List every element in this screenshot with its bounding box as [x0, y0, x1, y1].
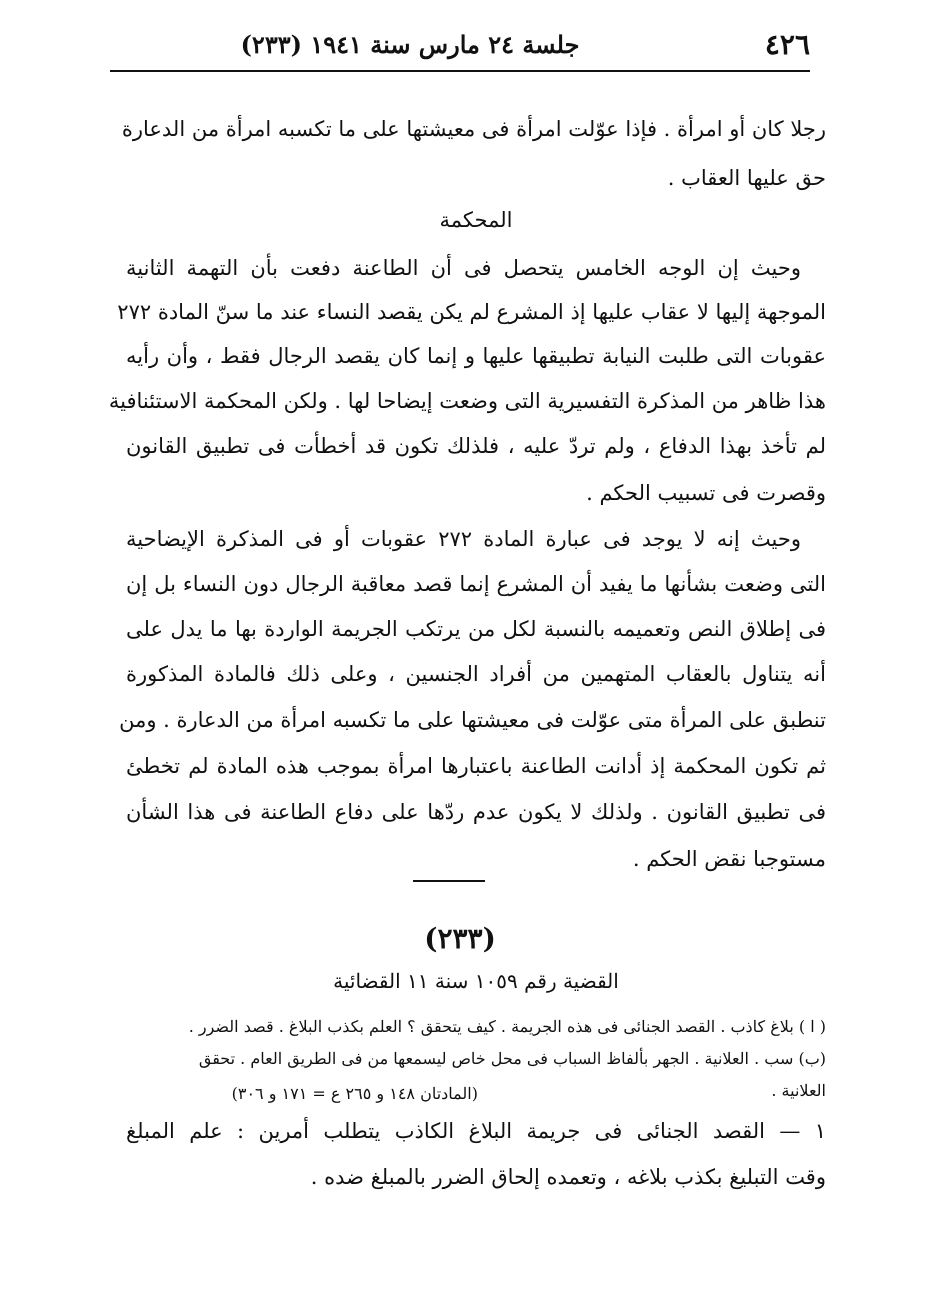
case-title: القضية رقم ١٠٥٩ سنة ١١ القضائية: [333, 969, 619, 993]
text-line: أنه يتناول بالعقاب المتهمين من أفراد الجنسين ، وعلى ذلك فالمادة المذكورة: [126, 662, 826, 686]
text-line: رجلا كان أو امرأة . فإذا عوّلت امرأة فى معيشتها على ما تكسبه امرأة من الدعارة: [121, 117, 826, 141]
text-line: فى تطبيق القانون . ولذلك لا يكون عدم ردّها على دفاع الطاعنة فى هذا الشأن: [126, 800, 826, 824]
page-number: ٤٢٦: [764, 28, 810, 61]
article-citation: (المادتان ١٤٨ و ٢٦٥ ع = ١٧١ و ٣٠٦): [231, 1084, 478, 1103]
text-line: مستوجبا نقض الحكم .: [632, 847, 826, 871]
text-line: تنطبق على المرأة متى عوّلت فى معيشتها على ما تكسبه امرأة من الدعارة . ومن: [119, 708, 826, 732]
text-line: وحيث إن الوجه الخامس يتحصل فى أن الطاعنة دفعت بأن التهمة الثانية: [126, 256, 801, 280]
summary-line: (ب) سب . العلانية . الجهر بألفاظ السباب فى محل خاص ليسمعها من فى الطريق العام . تحقق: [198, 1049, 826, 1068]
text-line: التى وضعت بشأنها ما يفيد أن المشرع إنما قصد معاقبة الرجال دون النساء بل إن: [126, 572, 826, 596]
text-line: لم تأخذ بهذا الدفاع ، ولم تردّ عليه ، فلذلك تكون قد أخطأت فى تطبيق القانون: [126, 434, 826, 458]
summary-line: العلانية .: [771, 1081, 826, 1100]
page-header: [110, 28, 810, 68]
text-line: وحيث إنه لا يوجد فى عبارة المادة ٢٧٢ عقوبات أو فى المذكرة الإيضاحية: [126, 527, 801, 551]
section-heading: المحكمة: [439, 208, 513, 232]
case-number: (٢٣٣): [424, 922, 496, 955]
text-line: ثم تكون المحكمة إذ أدانت الطاعنة باعتبارها امرأة بموجب هذه المادة لم تخطئ: [126, 754, 826, 778]
text-line: وقت التبليغ بكذب بلاغه ، وتعمده إلحاق الضرر بالمبلغ ضده .: [310, 1165, 826, 1189]
text-line: هذا ظاهر من المذكرة التفسيرية التى وضعت إيضاحا لها . ولكن المحكمة الاستئنافية: [108, 389, 826, 413]
text-line: الموجهة إليها لا عقاب عليها إذ المشرع لم يكن يقصد النساء عند ما سنّ المادة ٢٧٢: [117, 300, 826, 324]
section-divider: [413, 880, 485, 882]
text-line: عقوبات التى طلبت النيابة تطبيقها عليها و إنما كان يقصد الرجال فقط ، وأن رأيه: [126, 344, 826, 368]
header-rule: [110, 70, 810, 72]
text-line: فى إطلاق النص وتعميمه بالنسبة لكل من يرتكب الجريمة الواردة بها ما يدل على: [126, 617, 826, 641]
summary-line: ( ا ) بلاغ كاذب . القصد الجنائى فى هذه الجريمة . كيف يتحقق ؟ العلم بكذب البلاغ . قصد الضرر .: [188, 1017, 826, 1036]
text-line: ١ — القصد الجنائى فى جريمة البلاغ الكاذب يتطلب أمرين : علم المبلغ: [126, 1119, 826, 1143]
running-head: جلسة ٢٤ مارس سنة ١٩٤١ (٢٣٣): [240, 30, 580, 59]
text-line: وقصرت فى تسبيب الحكم .: [586, 481, 826, 505]
text-line: حق عليها العقاب .: [667, 166, 826, 190]
